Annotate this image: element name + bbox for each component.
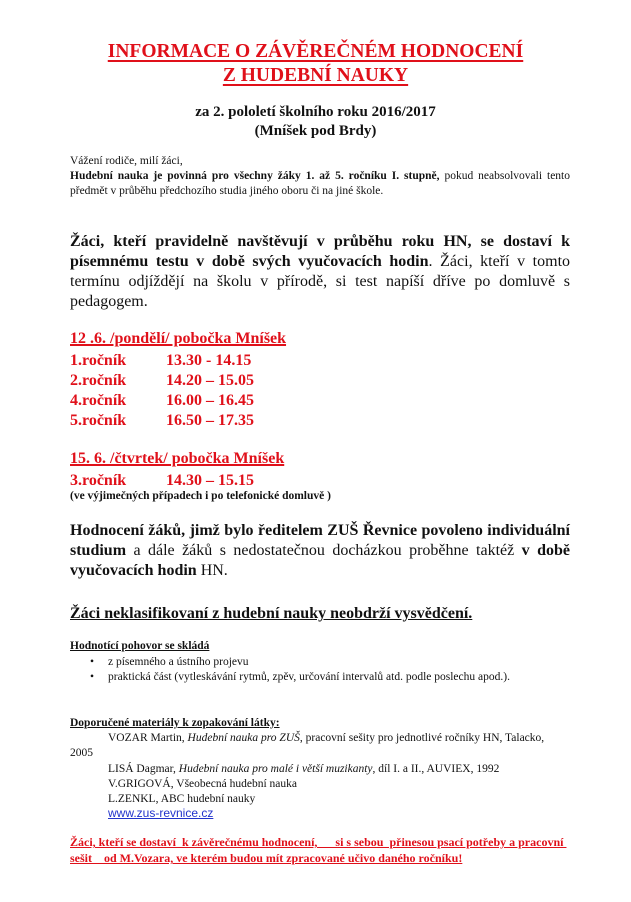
materials-heading: Doporučené materiály k zopakování látky: xyxy=(70,717,280,729)
test-info-bold: Žáci, kteří pravidelně navštěvují v průběhu roku HN, se dostaví k písemnému testu v době svých vyučovacích hodin xyxy=(70,233,570,270)
ref-2-author: LISÁ Dagmar, xyxy=(108,763,179,775)
greeting: Vážení rodiče, milí žáci, xyxy=(70,155,183,167)
interview-heading: Hodnotící pohovor se skládá xyxy=(70,640,210,652)
ref-2-title: Hudební nauka pro malé i větší muzikanty xyxy=(178,763,373,775)
schedule-2-note: (ve výjimečných případech i po telefonické domluvě ) xyxy=(70,490,331,502)
test-info-normal: Žáci, kteří v tomto termínu odjíždějí na školu v přírodě, si test napíší dříve po domluvě s pedagogem. xyxy=(70,253,571,310)
footer-notice: Žáci, kteří se dostaví k závěrečnému hodnocení, si s sebou přinesou psací potřeby a pracovní sešit od M.Vozara, ve kterém budou mít zpracované učivo daného ročníku! xyxy=(70,835,567,865)
interview-list xyxy=(70,655,570,685)
grade: 2.ročník xyxy=(70,372,127,389)
reference-1 xyxy=(70,731,570,761)
schedule-2-row xyxy=(70,471,254,491)
grade: 4.ročník xyxy=(70,392,127,409)
reference-3: V.GRIGOVÁ, Všeobecná hudební nauka xyxy=(108,778,297,790)
schedule-1-row xyxy=(70,351,251,371)
ref-1-title: Hudební nauka pro ZUŠ xyxy=(187,732,300,744)
grade: 3.ročník xyxy=(70,472,127,489)
time: 14.30 – 15.15 xyxy=(166,472,254,489)
individual-text-4: HN. xyxy=(196,562,228,579)
schedule-1-row xyxy=(70,371,254,391)
title-line-2: Z HUDEBNÍ NAUKY xyxy=(222,65,409,86)
list-item xyxy=(70,655,570,670)
time: 16.50 – 17.35 xyxy=(166,412,254,429)
individual-text-2: a dále žáků s nedostatečnou docházkou proběhne taktéž xyxy=(126,542,522,559)
reference-4: L.ZENKL, ABC hudební nauky xyxy=(108,793,256,805)
schedule-1-row xyxy=(70,391,254,411)
schedule-1-heading: 12 .6. /pondělí/ pobočka Mníšek xyxy=(70,330,287,347)
ref-2-rest: , díl I. a II., AUVIEX, 1992 xyxy=(372,763,500,775)
intro-paragraph xyxy=(70,169,570,199)
individual-bold-3: v době vyučovacích hodin xyxy=(70,542,571,579)
website-link[interactable]: www.zus-revnice.cz xyxy=(108,806,214,820)
reference-2 xyxy=(70,762,608,777)
individual-paragraph xyxy=(70,521,570,581)
ref-1-rest: , pracovní sešity pro jednotlivé ročníky HN, Talacko, 2005 xyxy=(70,732,545,759)
schedule-1-row xyxy=(70,411,254,431)
title-line-1: INFORMACE O ZÁVĚREČNÉM HODNOCENÍ xyxy=(107,41,524,62)
time: 14.20 – 15.05 xyxy=(166,372,254,389)
subtitle-line-2: (Mníšek pod Brdy) xyxy=(254,123,377,139)
list-item xyxy=(70,670,570,685)
test-info-paragraph xyxy=(70,232,570,312)
subtitle-line-1: za 2. pololetí školního roku 2016/2017 xyxy=(195,104,436,120)
grade: 5.ročník xyxy=(70,412,127,429)
bullet-icon: • xyxy=(90,671,95,683)
list-item-text: praktická část (vytleskávání rytmů, zpěv, určování intervalů atd. podle poslechu apod.). xyxy=(108,671,510,683)
website-row xyxy=(70,806,608,822)
intro-bold: Hudební nauka je povinná pro všechny žáky 1. až 5. ročníku I. stupně, xyxy=(70,170,440,182)
test-info-bold-end: . xyxy=(428,253,433,270)
time: 16.00 – 16.45 xyxy=(166,392,254,409)
individual-bold-1: Hodnocení žáků, jimž bylo ředitelem ZUŠ Řevnice povoleno individuální studium xyxy=(70,522,570,559)
ref-1-author: VOZAR Martin, xyxy=(108,732,188,744)
grade: 1.ročník xyxy=(70,352,127,369)
schedule-2-heading: 15. 6. /čtvrtek/ pobočka Mníšek xyxy=(70,450,285,467)
intro-rest: pokud neabsolvovali tento předmět v průběhu předchozího studia jiného oboru či na jiné škole. xyxy=(70,170,570,197)
time: 13.30 - 14.15 xyxy=(166,352,252,369)
bullet-icon: • xyxy=(90,656,95,668)
no-certificate-notice: Žáci neklasifikovaní z hudební nauky neobdrží vysvědčení. xyxy=(70,605,473,622)
list-item-text: z písemného a ústního projevu xyxy=(108,656,249,668)
